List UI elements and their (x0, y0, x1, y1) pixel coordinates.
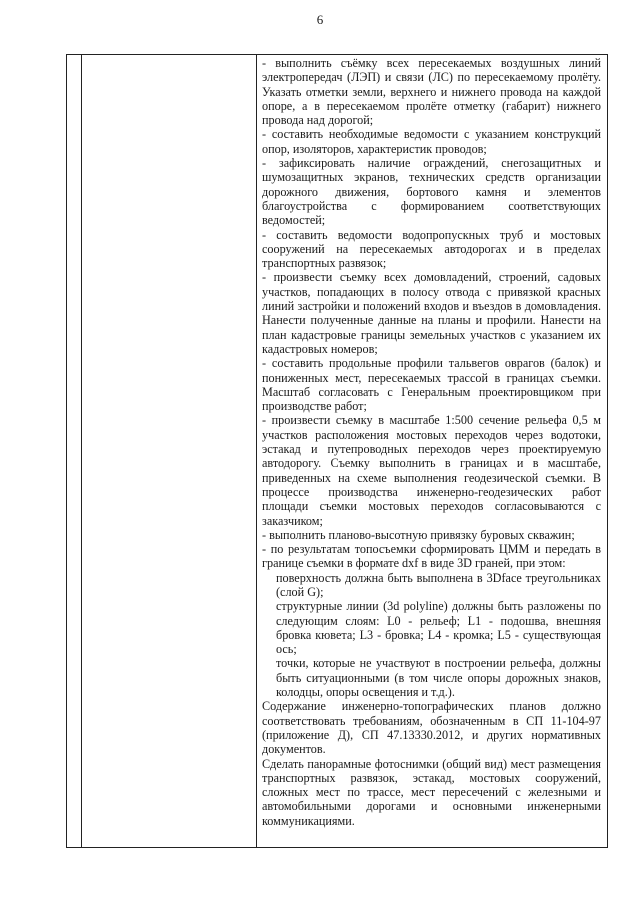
sub-item: поверхность должна быть выполнена в 3Dface треугольниках (слой G); (276, 570, 601, 599)
page-number: 6 (316, 12, 324, 27)
list-item: - составить необходимые ведомости с указанием конструкций опор, изоляторов, характеристик проводов; (262, 127, 601, 156)
table-content-cell (257, 55, 607, 847)
list-item: - выполнить планово-высотную привязку буровых скважин; (262, 527, 575, 542)
list-item: - составить ведомости водопропускных труб и мостовых сооружений на пересекаемых автодорогах и в пределах транспортных развязок; (262, 227, 601, 271)
list-item: - по результатам топосъемки сформировать ЦММ и передать в границе съемки в формате dxf в виде 3D граней, при этом: (262, 542, 601, 571)
list-item: - выполнить съёмку всех пересекаемых воздушных линий электропередач (ЛЭП) и связи (ЛС) по пересекаемому пролёту. Указать отметки земли, верхнего и нижнего провода на каждой опоре, а в пересекаемом пролёте отметку (габарит) нижнего провода над дорогой; (262, 56, 601, 128)
sub-item: точки, которые не участвуют в построении рельефа, должны быть ситуационными (в том числе опоры дорожных знаков, колодцы, опоры освещения и т.д.). (276, 656, 601, 700)
list-item: - составить продольные профили тальвегов оврагов (балок) и пониженных мест, пересекаемых трассой в границах съемки. Масштаб согласовать с Генеральным проектировщиком при производстве работ; (262, 356, 601, 414)
paragraph: Сделать панорамные фотоснимки (общий вид) мест размещения транспортных развязок, эстакад, мостовых сооружений, сложных мест по трассе, мест пересечений с железными и автомобильными дорогами и основными инженерными коммуникациями. (262, 756, 601, 828)
list-item: - произвести съемку всех домовладений, строений, садовых участков, попадающих в полосу отвода с привязкой красных линий застройки и положений входов и въездов в домовладения. Нанести полученные данные на планы и профили. Нанести на план кадастровые границы земельных участков с указанием их кадастровых номеров; (262, 270, 601, 356)
paragraph: Содержание инженерно-топографических планов должно соответствовать требованиям, обозначенным в СП 11-104-97 (приложение Д), СП 47.13330.2012, и других нормативных документов. (262, 699, 601, 757)
list-item: - зафиксировать наличие ограждений, снегозащитных и шумозащитных экранов, технических средств организации дорожного движения, бортового камня и элементов благоустройства с формированием соответствующих ведомостей; (262, 156, 601, 228)
table-left-column (67, 55, 257, 847)
table-number-column (67, 55, 82, 847)
requirements-table (66, 54, 608, 848)
sub-item: структурные линии (3d polyline) должны быть разложены по следующим слоям: L0 - рельеф; L1 - подошва, внешняя бровка кювета; L3 - бровка; L4 - кромка; L5 - существующая ось; (276, 599, 601, 657)
list-item: - произвести съемку в масштабе 1:500 сечение рельефа 0,5 м участков расположения мостовых переходов через водотоки, эстакад и путепроводных переходов через проектируемую автодорогу. Съемку выполнить в границах и в масштабе, приведенных на схеме выполнения геодезической съемки. В процессе производства инженерно-геодезических работ площади съемки мостовых переходов согласовываются с заказчиком; (262, 413, 601, 528)
